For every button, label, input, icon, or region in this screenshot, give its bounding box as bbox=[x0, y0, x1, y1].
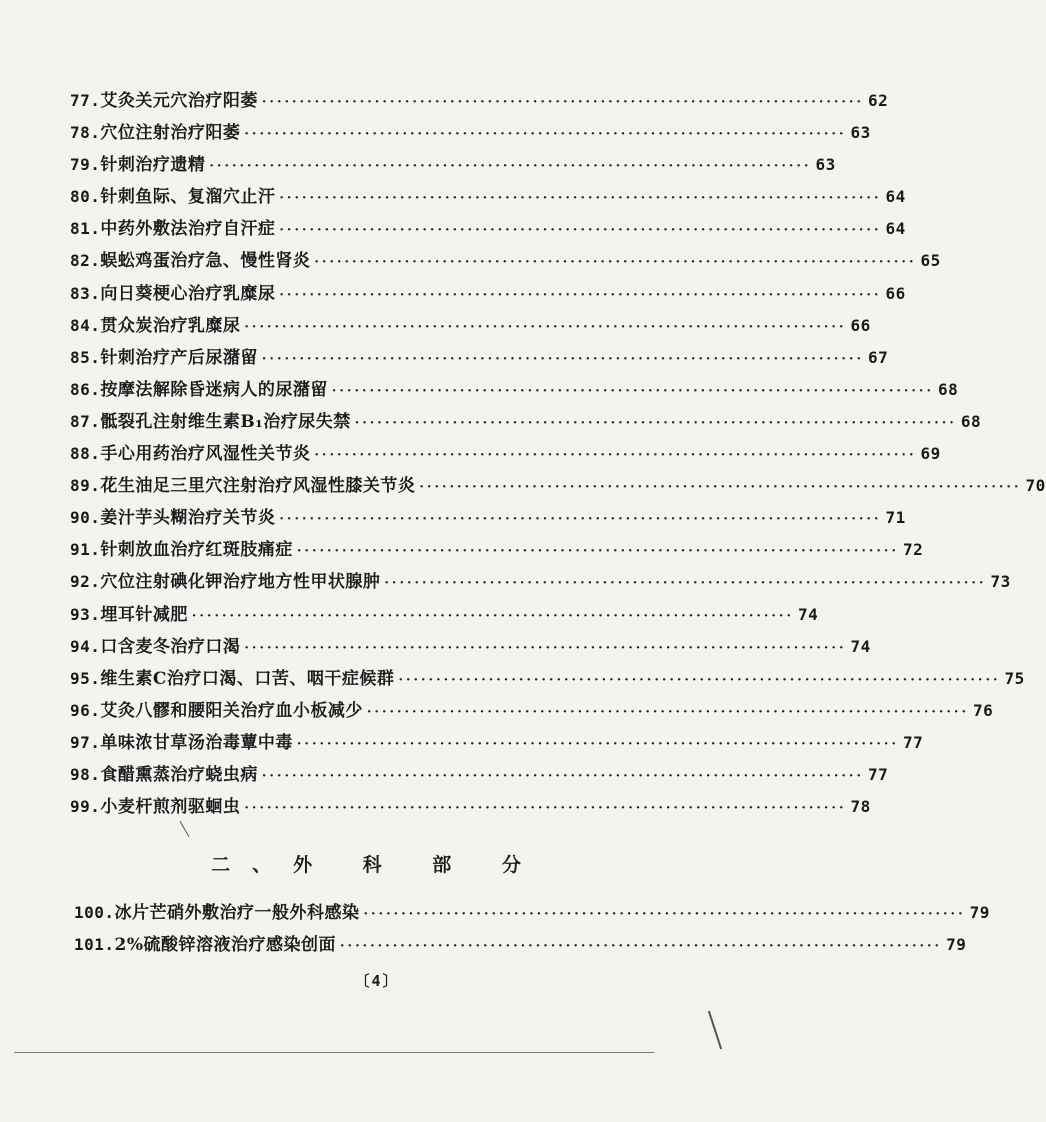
toc-leader-dots: ················································································ bbox=[354, 415, 957, 431]
toc-leader-dots: ················································································ bbox=[296, 544, 899, 560]
toc-leader-dots: ················································································ bbox=[398, 672, 1001, 688]
scan-artifact-line bbox=[14, 1052, 654, 1053]
toc-entry-page: 67 bbox=[867, 347, 889, 367]
toc-entry-number: 95. bbox=[70, 668, 101, 688]
toc-entry-number: 101. bbox=[74, 935, 115, 955]
toc-entry bbox=[70, 632, 871, 664]
toc-leader-dots: ················································································ bbox=[244, 319, 847, 335]
toc-leader-dots: ················································································ bbox=[314, 255, 917, 271]
toc-entry-number: 81. bbox=[70, 219, 101, 239]
toc-leader-dots: ················································································ bbox=[363, 907, 966, 922]
toc-entry-number: 91. bbox=[70, 540, 101, 560]
toc-entry-title: 针刺放血治疗红斑肢痛症 bbox=[100, 540, 293, 561]
toc-entry-page: 75 bbox=[1004, 668, 1025, 688]
toc-entry-number: 87. bbox=[70, 411, 101, 431]
toc-entry-title: 小麦杆煎剂驱蛔虫 bbox=[100, 797, 241, 818]
toc-entry-page: 65 bbox=[920, 251, 941, 271]
toc-entry bbox=[70, 150, 836, 182]
toc-leader-dots: ················································································ bbox=[244, 127, 847, 143]
toc-entry-page: 66 bbox=[885, 283, 906, 303]
toc-entry bbox=[74, 930, 967, 962]
toc-leader-dots: ················································································ bbox=[191, 608, 794, 624]
toc-entry-title: 食醋熏蒸治疗蛲虫病 bbox=[100, 764, 258, 785]
toc-entry bbox=[70, 439, 941, 471]
toc-entry-page: 74 bbox=[797, 604, 819, 624]
scan-artifact-mark bbox=[708, 1011, 722, 1050]
toc-entry bbox=[70, 86, 889, 118]
toc-entry-number: 100. bbox=[74, 903, 115, 922]
toc-entry bbox=[70, 535, 924, 567]
toc-entry-page: 71 bbox=[885, 508, 906, 528]
toc-entry-page: 69 bbox=[920, 444, 941, 464]
toc-entry-page: 64 bbox=[885, 187, 906, 207]
toc-entry-number: 94. bbox=[70, 636, 101, 656]
toc-entry-number: 97. bbox=[70, 732, 101, 752]
toc-entry-page: 73 bbox=[990, 572, 1011, 592]
section-heading: 二、外 科 部 分 bbox=[211, 854, 543, 876]
toc-leader-dots: ················································································ bbox=[331, 383, 934, 399]
page-number: 〔4〕 bbox=[354, 972, 400, 990]
toc-entry-number: 79. bbox=[70, 155, 101, 175]
toc-leader-dots: ················································································ bbox=[279, 191, 882, 207]
toc-leader-dots: ················································································ bbox=[384, 576, 987, 592]
table-of-contents bbox=[70, 86, 1046, 824]
toc-entry-number: 88. bbox=[70, 444, 101, 464]
toc-leader-dots: ················································································ bbox=[244, 801, 847, 817]
toc-entry-title: 中药外敷法治疗自汗症 bbox=[100, 219, 276, 240]
toc-entry-number: 90. bbox=[70, 508, 101, 528]
toc-entry-title: 埋耳针减肥 bbox=[100, 604, 188, 625]
toc-leader-dots: ················································································ bbox=[279, 287, 882, 303]
toc-leader-dots: ················································································ bbox=[279, 223, 882, 239]
toc-entry-page: 63 bbox=[850, 123, 871, 143]
toc-entry-number: 93. bbox=[70, 604, 101, 624]
toc-entry-title: 蜈蚣鸡蛋治疗急、慢性肾炎 bbox=[100, 251, 311, 272]
toc-entry-page: 66 bbox=[850, 315, 871, 335]
toc-entry-page: 68 bbox=[937, 379, 959, 399]
toc-entry-page: 64 bbox=[885, 219, 906, 239]
toc-entry-title: 2%硫酸锌溶液治疗感染创面 bbox=[114, 935, 337, 956]
toc-entry-title: 冰片芒硝外敷治疗一般外科感染 bbox=[114, 903, 360, 923]
toc-entry-page: 74 bbox=[850, 636, 871, 656]
toc-entry-title: 针刺治疗产后尿潴留 bbox=[100, 347, 258, 368]
toc-leader-dots: ················································································ bbox=[340, 939, 943, 955]
toc-entry bbox=[70, 279, 906, 311]
toc-leader-dots: ················································································ bbox=[261, 351, 864, 367]
toc-entry-title: 手心用药治疗风湿性关节炎 bbox=[100, 444, 311, 465]
toc-entry-title: 穴位注射碘化钾治疗地方性甲状腺肿 bbox=[100, 572, 381, 593]
toc-entry-title: 花生油足三里穴注射治疗风湿性膝关节炎 bbox=[100, 476, 416, 497]
toc-entry bbox=[70, 760, 889, 792]
toc-entry bbox=[70, 118, 871, 150]
toc-entry-number: 78. bbox=[70, 123, 101, 143]
toc-entry bbox=[70, 792, 871, 824]
toc-entry bbox=[70, 600, 819, 632]
toc-entry-title: 向日葵梗心治疗乳糜尿 bbox=[100, 283, 276, 304]
toc-entry-number: 92. bbox=[70, 572, 101, 592]
toc-entry bbox=[70, 214, 906, 246]
toc-entry-number: 96. bbox=[70, 700, 101, 720]
toc-entry bbox=[70, 503, 906, 535]
toc-entry-page: 63 bbox=[815, 155, 836, 175]
toc-entry-title: 口含麦冬治疗口渴 bbox=[100, 636, 241, 657]
toc-entry-page: 77 bbox=[867, 764, 889, 784]
toc-entry-number: 80. bbox=[70, 187, 101, 207]
toc-entry-page: 79 bbox=[969, 903, 990, 922]
toc-entry bbox=[70, 375, 959, 407]
toc-entry-title: 艾灸八髎和腰阳关治疗血小板减少 bbox=[100, 700, 363, 721]
toc-leader-dots: ················································································ bbox=[296, 736, 899, 752]
table-of-contents-surgery bbox=[74, 898, 990, 962]
toc-entry-number: 99. bbox=[70, 797, 101, 817]
toc-entry bbox=[70, 407, 982, 439]
toc-entry-page: 77 bbox=[902, 732, 924, 752]
toc-leader-dots: ················································································ bbox=[314, 448, 917, 464]
toc-entry-page: 72 bbox=[902, 540, 924, 560]
toc-entry bbox=[70, 664, 1025, 696]
toc-entry bbox=[70, 311, 871, 343]
toc-entry-number: 89. bbox=[70, 476, 101, 496]
toc-entry-number: 77. bbox=[70, 91, 101, 110]
toc-entry-page: 76 bbox=[972, 700, 994, 720]
toc-entry bbox=[74, 898, 990, 930]
toc-entry-number: 83. bbox=[70, 283, 101, 303]
toc-entry-title: 艾灸关元穴治疗阳萎 bbox=[100, 91, 258, 111]
toc-leader-dots: ················································································ bbox=[261, 768, 864, 784]
toc-entry-page: 70 bbox=[1025, 476, 1046, 496]
toc-entry-page: 79 bbox=[946, 935, 967, 955]
toc-leader-dots: ················································································ bbox=[419, 480, 1022, 496]
toc-entry-title: 针刺鱼际、复溜穴止汗 bbox=[100, 187, 276, 208]
toc-leader-dots: ················································································ bbox=[209, 159, 812, 175]
toc-entry bbox=[70, 567, 1011, 599]
toc-entry bbox=[70, 182, 906, 214]
toc-entry-title: 贯众炭治疗乳糜尿 bbox=[100, 315, 241, 336]
toc-entry-page: 68 bbox=[960, 411, 982, 431]
toc-entry-title: 针刺治疗遗精 bbox=[100, 155, 206, 176]
toc-entry-number: 85. bbox=[70, 347, 101, 367]
toc-leader-dots: ················································································ bbox=[244, 640, 847, 656]
toc-entry bbox=[70, 471, 1046, 503]
toc-leader-dots: ················································································ bbox=[366, 704, 969, 720]
toc-entry-number: 82. bbox=[70, 251, 101, 271]
toc-entry-title: 穴位注射治疗阳萎 bbox=[100, 123, 241, 144]
toc-entry bbox=[70, 728, 924, 760]
toc-entry-title: 单味浓甘草汤治毒蕈中毒 bbox=[100, 732, 293, 753]
toc-entry-title: 维生素C治疗口渴、口苦、咽干症候群 bbox=[100, 668, 395, 689]
toc-entry-page: 62 bbox=[867, 91, 889, 110]
toc-entry-title: 姜汁芋头糊治疗关节炎 bbox=[100, 508, 276, 529]
toc-entry bbox=[70, 246, 941, 278]
toc-entry-number: 98. bbox=[70, 764, 101, 784]
toc-entry-number: 86. bbox=[70, 379, 101, 399]
toc-leader-dots: ················································································ bbox=[279, 512, 882, 528]
toc-entry bbox=[70, 696, 994, 728]
toc-entry-number: 84. bbox=[70, 315, 101, 335]
toc-entry-title: 骶裂孔注射维生素B₁治疗尿失禁 bbox=[100, 411, 351, 432]
toc-entry bbox=[70, 343, 889, 375]
toc-entry-title: 按摩法解除昏迷病人的尿潴留 bbox=[100, 379, 328, 400]
toc-entry-page: 78 bbox=[850, 797, 871, 817]
toc-leader-dots: ················································································ bbox=[261, 95, 864, 110]
